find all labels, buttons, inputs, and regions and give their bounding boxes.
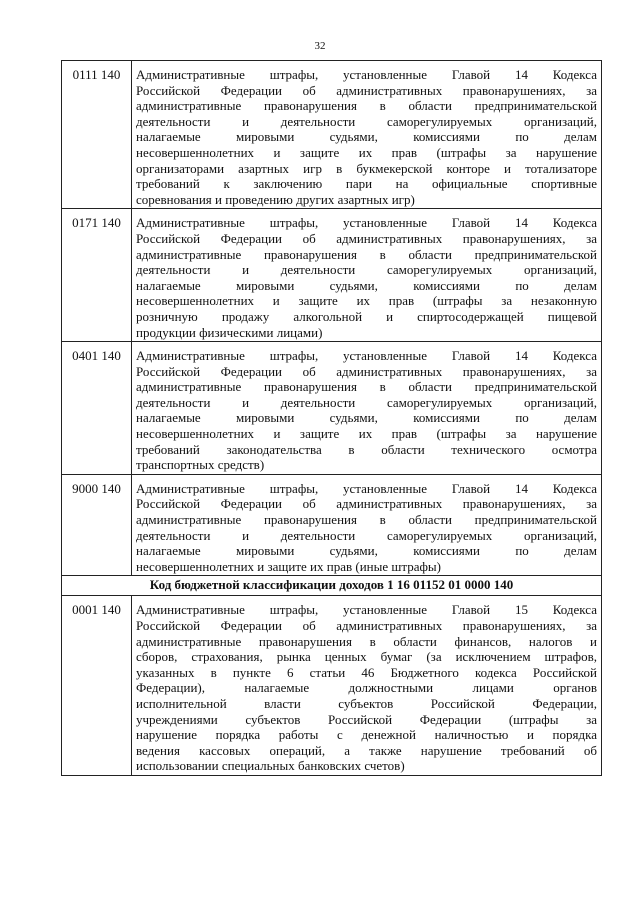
description-line: Административные штрафы, установленные Главой 15 Кодекса bbox=[136, 602, 597, 618]
description-line: административные правонарушения в области предпринимательской bbox=[136, 379, 597, 395]
description-line: административные правонарушения в области предпринимательской bbox=[136, 98, 597, 114]
description-line: организаторами азартных игр в букмекерской конторе и тотализаторе bbox=[136, 160, 597, 176]
page-number: 32 bbox=[314, 40, 326, 52]
description-line: налагаемые мировыми судьями, комиссиями по делам bbox=[136, 410, 597, 426]
budget-codes-table bbox=[61, 60, 602, 776]
description-line: ведения кассовых операций, а также нарушение требований об bbox=[136, 742, 597, 758]
table-row bbox=[62, 209, 602, 342]
section-heading-row bbox=[62, 576, 602, 596]
description-line: Административные штрафы, установленные Главой 14 Кодекса bbox=[136, 67, 597, 82]
description-line: административные правонарушения в области предпринимательской bbox=[136, 512, 597, 528]
income-code-cell: 9000 140 bbox=[62, 474, 132, 576]
description-line: административные правонарушения в области предпринимательской bbox=[136, 246, 597, 262]
table-row bbox=[62, 342, 602, 475]
description-line: несовершеннолетних и защите их прав (штрафы за нарушение bbox=[136, 426, 597, 442]
description-line: продукции физическими лицами) bbox=[136, 324, 323, 340]
description-line: Российской Федерации об административных правонарушениях, за bbox=[136, 618, 597, 633]
table-row bbox=[62, 61, 602, 209]
description-line: указанных в пункте 6 статьи 46 Бюджетного кодекса Российской bbox=[136, 664, 597, 680]
table-row bbox=[62, 596, 602, 776]
description-line: деятельности и деятельности саморегулируемых организаций, bbox=[136, 262, 597, 278]
description-line: использовании специальных банковских счетов) bbox=[136, 758, 405, 774]
description-line: Российской Федерации об административных правонарушениях, за bbox=[136, 496, 597, 512]
income-code-cell: 0401 140 bbox=[62, 342, 132, 475]
income-code-cell: 0171 140 bbox=[62, 209, 132, 342]
description-line: несовершеннолетних и защите их прав (штрафы за незаконную bbox=[136, 293, 597, 309]
income-code-cell: 0111 140 bbox=[62, 61, 132, 209]
description-line: соревнования и проведению других азартных игр) bbox=[136, 191, 415, 207]
description-line: требований к заключению пари на официальные спортивные bbox=[136, 176, 597, 192]
description-cell bbox=[132, 474, 602, 576]
description-line: налагаемые мировыми судьями, комиссиями по делам bbox=[136, 543, 597, 559]
description-line: налагаемые мировыми судьями, комиссиями по делам bbox=[136, 277, 597, 293]
description-line: Административные штрафы, установленные Главой 14 Кодекса bbox=[136, 215, 597, 231]
description-line: деятельности и деятельности саморегулируемых организаций, bbox=[136, 394, 597, 410]
description-line: несовершеннолетних и защите их прав (штрафы за нарушение bbox=[136, 144, 597, 160]
description-line: Российской Федерации об административных правонарушениях, за bbox=[136, 82, 597, 98]
description-line: деятельности и деятельности саморегулируемых организаций, bbox=[136, 527, 597, 543]
description-line: Административные штрафы, установленные Главой 14 Кодекса bbox=[136, 348, 597, 364]
description-cell bbox=[132, 342, 602, 475]
description-line: транспортных средств) bbox=[136, 457, 265, 473]
description-line: Российской Федерации об административных правонарушениях, за bbox=[136, 363, 597, 379]
description-line: нарушение порядка работы с денежной наличностью и порядка bbox=[136, 727, 597, 743]
description-cell bbox=[132, 596, 602, 776]
description-line: Российской Федерации об административных правонарушениях, за bbox=[136, 230, 597, 246]
description-line: налагаемые мировыми судьями, комиссиями по делам bbox=[136, 129, 597, 145]
description-line: Административные штрафы, установленные Главой 14 Кодекса bbox=[136, 480, 597, 496]
description-line: учреждениями субъектов Российской Федерации (штрафы за bbox=[136, 711, 597, 727]
description-line: исполнительной власти субъектов Российской Федерации, bbox=[136, 695, 597, 711]
section-heading: Код бюджетной классификации доходов 1 16 01152 01 0000 140 bbox=[62, 576, 602, 596]
description-line: Федерации), налагаемые должностными лицами органов bbox=[136, 680, 597, 696]
income-code-cell: 0001 140 bbox=[62, 596, 132, 776]
description-cell bbox=[132, 61, 602, 209]
description-line: несовершеннолетних и защите их прав (иные штрафы) bbox=[136, 558, 441, 574]
description-line: розничную продажу алкогольной и спиртосодержащей пищевой bbox=[136, 308, 597, 324]
description-line: административные правонарушения в области финансов, налогов и bbox=[136, 633, 597, 649]
table-body bbox=[62, 61, 602, 776]
description-line: требований законодательства в области технического осмотра bbox=[136, 441, 597, 457]
table-row bbox=[62, 474, 602, 576]
description-cell bbox=[132, 209, 602, 342]
description-line: деятельности и деятельности саморегулируемых организаций, bbox=[136, 113, 597, 129]
description-line: сборов, страхования, рынка ценных бумаг (за исключением штрафов, bbox=[136, 649, 597, 665]
